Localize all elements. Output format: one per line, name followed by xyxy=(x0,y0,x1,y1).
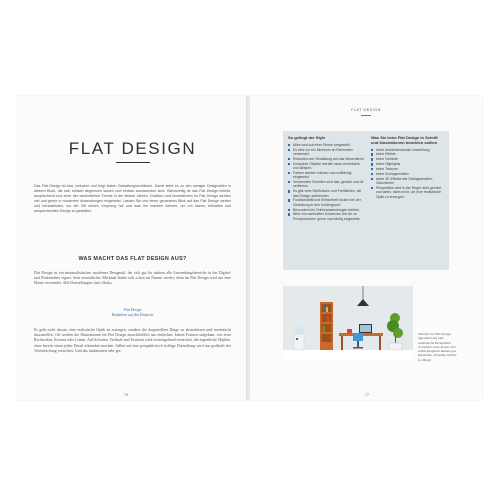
water-cooler-icon xyxy=(294,334,304,350)
list-item: Perspektive wird in der Regel nicht genutzt und wenn, dann nicht, um eine realistische Optik zu erzeugen. xyxy=(371,186,445,199)
water-tap-icon xyxy=(296,338,298,340)
list-item: keine 3D-Effekte wie Schlagschatten, Glanzlichter xyxy=(371,177,445,186)
bullet-icon xyxy=(371,163,373,165)
list-item: keine dreidimensionale Darstellung xyxy=(371,148,445,152)
running-header: FLAT DESIGN xyxy=(351,108,381,112)
bullet-icon xyxy=(288,163,290,165)
bullet-icon xyxy=(288,144,290,146)
book-icon xyxy=(326,307,328,312)
bullet-icon xyxy=(371,178,373,180)
list-item: Verwendete Schriften sind klar, gerade und oft serifenlos. xyxy=(288,180,366,189)
list-item: Es gibt viele Weißräume und Freiflächen, die das Design aufbrechen. xyxy=(288,189,366,198)
bullet-icon xyxy=(371,173,373,175)
left-page xyxy=(18,96,247,400)
list-item: keine Texturen xyxy=(371,167,445,171)
desk-item-icon xyxy=(347,329,352,333)
list-item: Es wird nur ein Minimum an Elementen verwendet. xyxy=(288,148,366,157)
plant-pot-icon xyxy=(389,343,402,350)
list-item: keine Effekte xyxy=(371,152,445,156)
info-column-2 xyxy=(371,136,445,199)
right-page xyxy=(250,96,482,400)
bullet-icon xyxy=(371,158,373,160)
list-item: Farben werden intensiv und vollflächig eingesetzt. xyxy=(288,171,366,180)
bullet-icon xyxy=(288,158,290,160)
office-chair-icon xyxy=(353,333,363,341)
info-box xyxy=(283,131,449,270)
bullet-icon xyxy=(288,149,290,151)
pull-quote-line-2: Reduktion auf das Einfache xyxy=(111,313,154,317)
list-item: Komplexe Objekte werden stark vereinfacht und stilisiert. xyxy=(288,162,366,171)
bullet-icon xyxy=(288,209,290,211)
list-item: Besonders bei Onlineanwendungen beliebt. xyxy=(288,208,366,212)
bullet-icon xyxy=(288,172,290,174)
list-item: Reduktion der Gestaltung auf das Wesentliche. xyxy=(288,157,366,161)
info-column-2-heading: Was Sie beim Flat Design in Schrift und Illustrationen beachten sollten xyxy=(371,135,438,145)
list-item: keine Highlights xyxy=(371,162,445,166)
floor xyxy=(283,350,413,361)
book-icon xyxy=(327,316,329,322)
title-rule xyxy=(116,162,150,163)
info-column-1-heading: So gelingt der Style xyxy=(288,135,326,140)
bullet-icon xyxy=(288,181,290,183)
image-caption: Obwohl im Flat Design eigentlich auf eine realistische Perspektive verzichtet wird, lassen sich selbst komplexe Räume gut darstellen. (Fotolia, Olivier Le Moal) xyxy=(418,332,457,362)
page-number-right: 77 xyxy=(365,393,369,397)
book-icon xyxy=(323,306,325,312)
section-heading: WAS MACHT DAS FLAT DESIGN AUS? xyxy=(78,256,187,262)
book-icon xyxy=(323,326,325,332)
bullet-icon xyxy=(288,190,290,192)
body-paragraph-2: Es geht nicht darum, eine realistische Optik zu erzeugen, sondern die dargestellten Dinge zu abstrahieren und vereinfacht darzustellen. Oft werden die Illustrationen im Flat Design ausschließlich aus einfachen, klaren Formen aufgebaut, wie etwa Rechtecken, Kreisen oder Linien. Auf Schatten, Verläufe und Texturen wird weitestgehend verzichtet, die eigentliche Objekte, ohne bereits einen jeden Detail erkennbar machen. Selbst auf eine perspektivisch richtige Darstellung wird nur großteils der Vereinfachung verzichtet. Und das funktioniert sehr gut. xyxy=(34,328,231,353)
bullet-icon xyxy=(371,149,373,151)
list-item: Wird von namhaften Konzernen bis hin zu Privatpersonen gerne und häufig eingesetzt. xyxy=(288,212,366,221)
list-item: Funktionalität und Einfachheit rücken bei der Gestaltung in den Vordergrund. xyxy=(288,198,366,207)
pull-quote-line-1: Flat Design xyxy=(123,308,142,312)
intro-paragraph: Das Flat Design ist klar, reduziert und folgt festen Gestaltungsrichtlinien. Damit steht es zu den weniger Designstilen in diesem Buch, die sich einfach abgrenzen lassen und einfach anzuwenden sind. Gleichzeitig ist das Flat Design beliebt, ansprechend und einer der wesentlichen Trends in der letzten Jahren. Grafiken und Illustrationen im Flat Design werden viel und gerne in modernen Anwendungen eingesetzt. Lassen Sie uns einen genaueren Blick auf das Flat Design werfen und herausfinden, wo der Stil seinen Ursprung hat und was ihn machen können, um ein klares, lebhaftes und ansprechendes Design zu gestalten. xyxy=(34,184,231,214)
list-item: keine Verläufe xyxy=(371,157,445,161)
info-column-1-list xyxy=(288,143,366,221)
body-paragraph-1: Flat Design ist ein minimalistischer, moderner Designstil, der sich gut für nahezu alle Anwendungsbereiche in der Digital- und Printmedien eignet. Sein wesentliches Merkmal findet sich schon im Namen wieder, denn im Flat Design wird nur eine Ebene verwendet. Alle Darstellungen sind »flach«. xyxy=(34,271,231,286)
info-column-1 xyxy=(288,136,366,222)
bullet-icon xyxy=(371,153,373,155)
running-header-rule xyxy=(361,115,371,116)
page-title: FLAT DESIGN xyxy=(68,139,197,158)
flat-design-illustration xyxy=(283,286,413,361)
water-bottle-icon xyxy=(295,327,303,334)
bullet-icon xyxy=(288,213,290,215)
list-item: Alles wird auf einer Ebene dargestellt. xyxy=(288,143,366,147)
info-column-2-list xyxy=(371,148,445,199)
bullet-icon xyxy=(371,168,373,170)
bullet-icon xyxy=(371,187,373,189)
page-number-left: 76 xyxy=(124,393,128,397)
bullet-icon xyxy=(288,199,290,201)
list-item: keine Schlagschatten xyxy=(371,172,445,176)
